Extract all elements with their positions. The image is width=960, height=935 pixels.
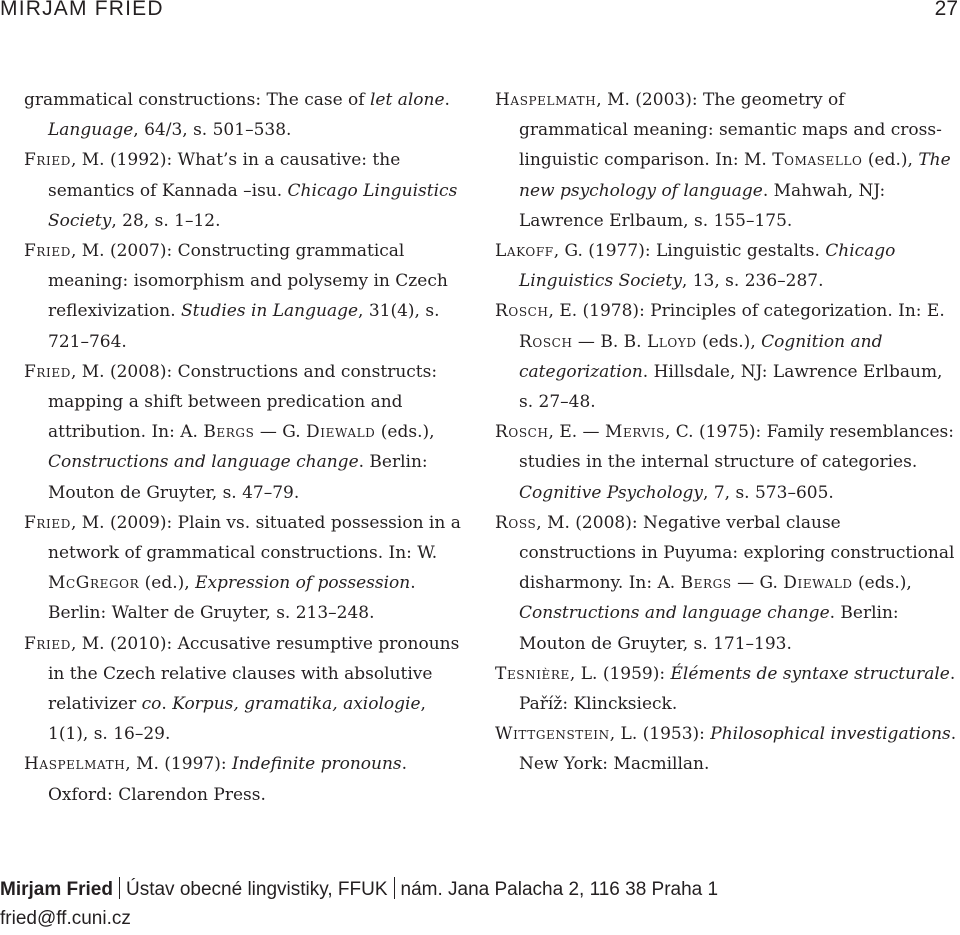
author-affiliation-line [0,875,960,904]
reference-text: (ed.), [139,573,196,594]
reference-author: Bergs [680,573,732,594]
reference-text: , L. (1953): [609,724,711,745]
reference-author: Fried [24,512,71,533]
reference-author: Tesnière [495,663,570,684]
reference-text: . Berlin: Mouton de Gruyter, s. 171–193. [519,603,899,654]
reference-author: Fried [24,361,71,382]
author-footer [0,875,960,933]
reference-entry [495,508,957,659]
reference-title: co [141,694,162,715]
reference-text: , 1(1), s. 16–29. [48,694,426,745]
footer-separator [119,877,120,899]
reference-text: . New York: Macmillan. [519,724,957,775]
reference-title: Expression of possession [195,573,411,594]
reference-title: Constructions and language change [48,452,359,473]
reference-author: Lakoff [495,241,554,262]
reference-author: Fried [24,633,71,654]
reference-text: — G. [731,573,784,594]
reference-author: Rosch [495,301,549,322]
running-head-title: MIRJAM FRIED [0,0,164,20]
reference-text: . [444,90,450,110]
reference-text: . Berlin: Walter de Gruyter, s. 213–248. [48,573,416,624]
author-name: Mirjam Fried [0,879,113,900]
reference-entry [24,508,469,629]
reference-author: Haspelmath [495,90,597,110]
reference-entry [495,417,957,508]
reference-author: Ross [495,512,537,533]
reference-text: — G. [254,422,307,443]
reference-entry [24,236,469,357]
reference-title: Indefinite pronouns [231,754,402,775]
reference-text: , M. (2008): Constructions and constructs: mapping a shift between predication and attribution. In: A. [48,361,438,443]
reference-entry [495,85,957,236]
reference-entry [24,357,469,508]
reference-text: . Berlin: Mouton de Gruyter, s. 47–79. [48,452,428,503]
reference-text: , M. (2009): Plain vs. situated possession in a network of grammatical constructions. In: W. [48,512,461,564]
reference-title: Studies in Language [181,301,359,322]
reference-title: Constructions and language change [519,603,830,624]
reference-text: . Paříž: Klincksieck. [519,663,956,715]
reference-text: , C. (1975): Family resemblances: studies in the internal structure of categories. [519,422,954,473]
reference-author: Lloyd [646,331,697,352]
reference-entry [495,296,957,417]
reference-title: Korpus, gramatika, axiologie [172,694,421,715]
reference-text: , 64/3, s. 501–538. [133,120,292,141]
reference-text: , 31(4), s. 721–764. [48,301,440,352]
page-number: 27 [934,0,958,20]
reference-author: McGregor [48,573,140,594]
reference-text: , M. (2008): Negative verbal clause constructions in Puyuma: exploring constructional disharmony. In: A. [519,512,955,594]
reference-entry [24,85,469,145]
reference-text: , 28, s. 1–12. [111,210,221,231]
reference-author: Wittgenstein [495,724,610,745]
reference-text: , L. (1959): [569,663,671,684]
reference-text: — B. B. [572,331,647,352]
reference-title: The new psychology of language [519,150,951,201]
reference-author: Rosch [495,422,549,443]
reference-title: Language [48,120,134,141]
references-left-column [24,85,469,810]
reference-title: Cognitive Psychology [519,482,704,503]
reference-text: . Oxford: Clarendon Press. [48,754,408,805]
running-head [0,0,960,26]
reference-entry [495,236,957,296]
reference-title: let alone [369,90,445,110]
reference-entry [24,629,469,750]
reference-text: (ed.), [862,150,919,171]
reference-author: Mervis [604,422,665,443]
reference-text: , M. (1997): [125,754,232,775]
author-email: fried@ff.cuni.cz [0,908,131,929]
reference-entry [495,659,957,719]
reference-entry [495,719,957,779]
reference-author: Fried [24,150,71,171]
reference-text: . Mahwah, NJ: Lawrence Erlbaum, s. 155–175. [519,180,886,231]
reference-text: , 7, s. 573–605. [703,482,834,503]
reference-author: Bergs [203,422,255,443]
reference-title: Philosophical investigations [710,724,951,745]
reference-text: (eds.), [375,422,435,443]
references-right-column [495,85,957,780]
reference-text: , M. (2010): Accusative resumptive pronouns in the Czech relative clauses with absolutive relativizer [48,633,460,715]
reference-text: , M. (2003): The geometry of grammatical meaning: semantic maps and cross-linguistic comparison. In: M. [519,90,942,171]
reference-author: Diewald [783,573,853,594]
reference-text: , E. (1978): Principles of categorization. In: E. [548,301,945,322]
reference-text: (eds.), [852,573,912,594]
reference-author: Haspelmath [24,754,126,775]
reference-author: Diewald [306,422,376,443]
reference-text: , 13, s. 236–287. [681,271,824,292]
reference-text: , G. (1977): Linguistic gestalts. [553,241,826,262]
reference-text: , M. (1992): What’s in a causative: the semantics of Kannada –isu. [48,150,401,201]
footer-separator [394,877,395,899]
reference-title: Cognition and categorization [519,331,883,382]
reference-text: , M. (2007): Constructing grammatical meaning: isomorphism and polysemy in Czech reflexivization. [48,241,448,322]
reference-text: (eds.), [696,331,762,352]
reference-author: Fried [24,241,71,262]
reference-text: grammatical constructions: The case of [24,90,370,110]
reference-text: . Hillsdale, NJ: Lawrence Erlbaum, s. 27–48. [519,361,943,413]
author-address: nám. Jana Palacha 2, 116 38 Praha 1 [400,879,719,900]
reference-author: Rosch [519,331,573,352]
reference-entry [24,749,469,809]
reference-entry [24,145,469,236]
reference-text: . [161,694,173,715]
reference-title: Chicago Linguistics Society [519,241,896,292]
reference-title: Chicago Linguistics Society [48,180,458,231]
author-institution: Ústav obecné lingvistiky, FFUK [125,879,388,900]
reference-author: Tomasello [772,150,863,171]
reference-title: Éléments de syntaxe structurale [670,663,950,684]
reference-text: , E. — [548,422,605,443]
